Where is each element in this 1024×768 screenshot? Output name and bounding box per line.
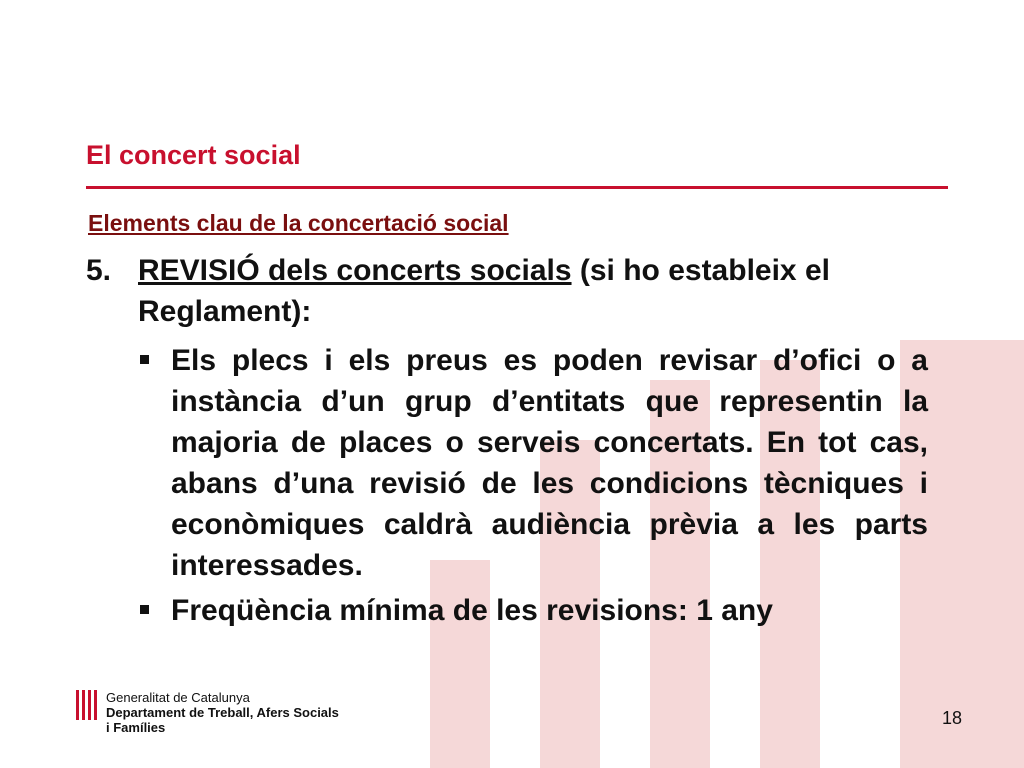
generalitat-logo-icon [76, 690, 100, 720]
title-divider [86, 186, 948, 189]
bullet-text: Els plecs i els preus es poden revisar d’ofici o a instància d’un grup d’entitats que representin la majoria de places o serveis concertats. En tot cas, abans d’una revisió de les condicions tècniques i econòmiques caldrà audiència prèvia a les parts interessades. [171, 344, 928, 582]
numbered-point [86, 250, 928, 332]
point-heading [138, 250, 928, 332]
footer-line-3: i Famílies [106, 720, 166, 735]
footer-line-1: Generalitat de Catalunya [106, 690, 250, 705]
slide-subtitle: Elements clau de la concertació social [88, 210, 509, 236]
watermark-text [0, 505, 29, 615]
point-heading-rest: (si ho estableix el Reglament): [138, 254, 830, 328]
list-item [138, 590, 928, 631]
bullet-square-icon [140, 355, 149, 364]
page-number: 18 [942, 708, 963, 728]
footer-organization [106, 690, 339, 735]
bullet-text: Freqüència mínima de les revisions: 1 any [171, 594, 773, 627]
footer-line-2: Departament de Treball, Afers Socials [106, 705, 339, 720]
bullet-square-icon [140, 605, 149, 614]
point-number: 5. [86, 254, 112, 287]
bullet-list [138, 340, 928, 635]
list-item [138, 340, 928, 586]
point-heading-underlined: REVISIÓ dels concerts socials [138, 254, 572, 287]
watermark-side-text [8, 10, 118, 56]
slide-title: El concert social [86, 140, 301, 170]
